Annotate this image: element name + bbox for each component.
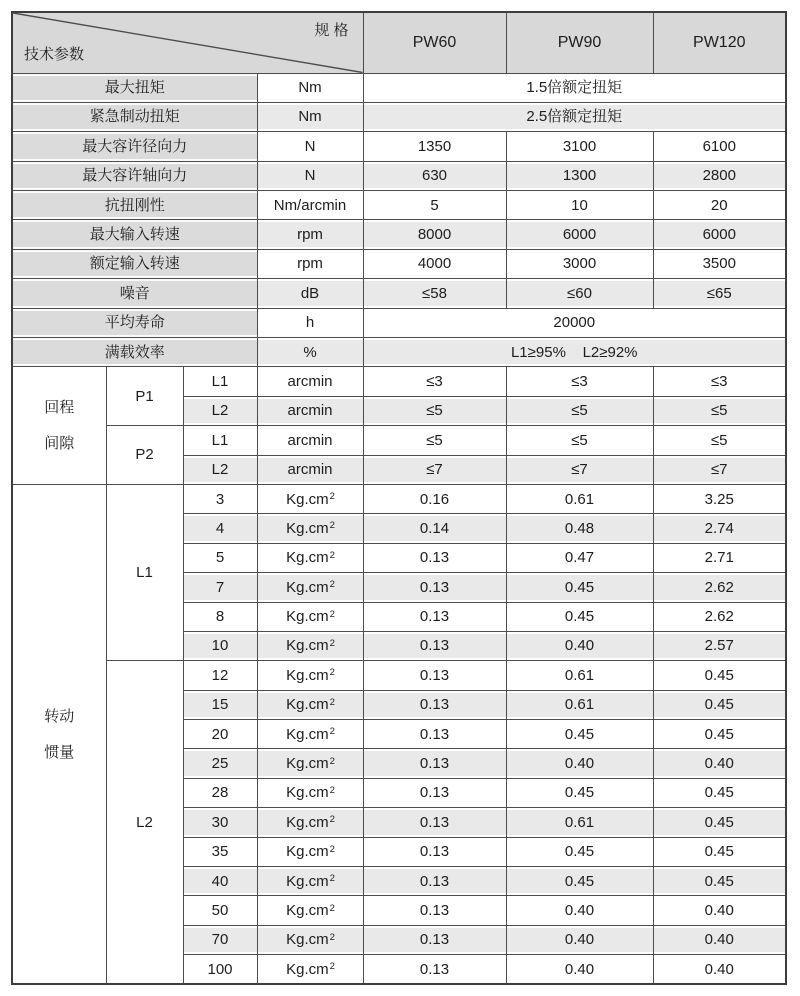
header-col-pw120: PW120 <box>653 12 786 73</box>
value-cell: 2.57 <box>653 631 786 660</box>
value-cell: 0.40 <box>506 896 653 925</box>
value-cell: 0.45 <box>653 661 786 690</box>
value-cell: 0.40 <box>506 925 653 954</box>
value-cell: 6000 <box>653 220 786 249</box>
value-cell: ≤7 <box>363 455 506 484</box>
ratio-cell: 20 <box>183 720 257 749</box>
table-row <box>12 249 786 278</box>
unit-exponent: 2 <box>329 549 335 561</box>
unit-cell <box>257 955 363 984</box>
value-cell: 4000 <box>363 249 506 278</box>
value-cell: 0.13 <box>363 749 506 778</box>
unit-cell: rpm <box>257 220 363 249</box>
unit-exponent: 2 <box>329 726 335 738</box>
ratio-cell: 70 <box>183 925 257 954</box>
unit-text: Kg.cm <box>286 666 329 684</box>
value-cell: 0.13 <box>363 955 506 984</box>
value-cell: ≤7 <box>653 455 786 484</box>
value-cell: 6000 <box>506 220 653 249</box>
table-row <box>12 308 786 337</box>
technical-parameters-table <box>11 11 787 985</box>
value-cell: 0.13 <box>363 925 506 954</box>
table-row <box>12 220 786 249</box>
unit-exponent: 2 <box>329 755 335 767</box>
row-label-max-input-speed: 最大输入转速 <box>12 220 257 249</box>
value-cell: L1≥95% L2≥92% <box>363 338 786 367</box>
value-cell: 0.13 <box>363 896 506 925</box>
inertia-stage-l1: L1 <box>106 484 183 660</box>
table-row <box>12 191 786 220</box>
value-cell: 0.45 <box>653 690 786 719</box>
value-cell: 0.45 <box>506 602 653 631</box>
backlash-class-p1: P1 <box>106 367 183 426</box>
unit-text: Kg.cm <box>286 725 329 743</box>
unit-cell: arcmin <box>257 426 363 455</box>
backlash-group-line1: 回程 <box>44 399 75 417</box>
unit-exponent: 2 <box>329 637 335 649</box>
row-label-full-load-efficiency: 满载效率 <box>12 338 257 367</box>
unit-cell: N <box>257 161 363 190</box>
ratio-cell: 25 <box>183 749 257 778</box>
value-cell: 2.74 <box>653 514 786 543</box>
value-cell: 2.62 <box>653 573 786 602</box>
value-cell: 3000 <box>506 249 653 278</box>
value-cell: 3100 <box>506 132 653 161</box>
ratio-cell: 30 <box>183 808 257 837</box>
value-cell: ≤58 <box>363 279 506 308</box>
table-row <box>12 102 786 131</box>
stage-cell: L2 <box>183 455 257 484</box>
value-cell: 0.45 <box>653 778 786 807</box>
value-cell: 8000 <box>363 220 506 249</box>
value-cell: ≤5 <box>506 426 653 455</box>
unit-cell <box>257 573 363 602</box>
ratio-cell: 15 <box>183 690 257 719</box>
unit-text: Kg.cm <box>286 931 329 949</box>
row-label-noise: 噪音 <box>12 279 257 308</box>
row-label-max-torque: 最大扭矩 <box>12 73 257 102</box>
value-cell: 0.40 <box>506 631 653 660</box>
value-cell: 0.13 <box>363 720 506 749</box>
value-cell: 10 <box>506 191 653 220</box>
unit-cell <box>257 867 363 896</box>
unit-exponent: 2 <box>329 961 335 973</box>
value-cell: 0.14 <box>363 514 506 543</box>
value-cell: 0.13 <box>363 690 506 719</box>
unit-text: Kg.cm <box>286 696 329 714</box>
table-row <box>12 338 786 367</box>
value-cell: 0.45 <box>653 808 786 837</box>
value-cell: 1300 <box>506 161 653 190</box>
unit-text: Kg.cm <box>286 637 329 655</box>
value-cell: ≤5 <box>653 426 786 455</box>
unit-exponent: 2 <box>329 696 335 708</box>
unit-exponent: 2 <box>329 667 335 679</box>
value-cell: 2.62 <box>653 602 786 631</box>
value-cell: 0.45 <box>506 778 653 807</box>
value-cell: 0.45 <box>506 867 653 896</box>
value-cell: 6100 <box>653 132 786 161</box>
unit-cell: rpm <box>257 249 363 278</box>
unit-exponent: 2 <box>329 520 335 532</box>
value-cell: 0.45 <box>506 837 653 866</box>
unit-text: Kg.cm <box>286 960 329 978</box>
value-cell: 0.47 <box>506 543 653 572</box>
unit-exponent: 2 <box>329 902 335 914</box>
unit-cell: arcmin <box>257 455 363 484</box>
value-cell: 0.45 <box>653 867 786 896</box>
ratio-cell: 10 <box>183 631 257 660</box>
value-cell: ≤5 <box>506 396 653 425</box>
table-row <box>12 279 786 308</box>
value-cell: 0.40 <box>653 896 786 925</box>
unit-cell <box>257 925 363 954</box>
unit-cell: arcmin <box>257 396 363 425</box>
unit-cell: % <box>257 338 363 367</box>
header-spec-label: 规 格 <box>314 22 349 39</box>
unit-text: Kg.cm <box>286 784 329 802</box>
value-cell: 0.13 <box>363 837 506 866</box>
header-col-pw90: PW90 <box>506 12 653 73</box>
value-cell: 0.13 <box>363 631 506 660</box>
value-cell: 1350 <box>363 132 506 161</box>
unit-cell <box>257 484 363 513</box>
value-cell: ≤5 <box>363 426 506 455</box>
ratio-cell: 8 <box>183 602 257 631</box>
ratio-cell: 35 <box>183 837 257 866</box>
unit-exponent: 2 <box>329 491 335 503</box>
unit-exponent: 2 <box>329 873 335 885</box>
ratio-cell: 28 <box>183 778 257 807</box>
inertia-group-label <box>12 484 106 984</box>
value-cell: 0.61 <box>506 808 653 837</box>
value-cell: 2.71 <box>653 543 786 572</box>
unit-text: Kg.cm <box>286 843 329 861</box>
value-cell: 0.13 <box>363 602 506 631</box>
value-cell: 1.5倍额定扭矩 <box>363 73 786 102</box>
unit-cell <box>257 631 363 660</box>
value-cell: 0.13 <box>363 867 506 896</box>
value-cell: ≤3 <box>653 367 786 396</box>
unit-cell <box>257 778 363 807</box>
row-label-rated-input-speed: 额定输入转速 <box>12 249 257 278</box>
unit-text: Kg.cm <box>286 578 329 596</box>
value-cell: ≤5 <box>653 396 786 425</box>
value-cell: 2800 <box>653 161 786 190</box>
header-corner-cell <box>12 12 363 73</box>
value-cell: 0.45 <box>653 837 786 866</box>
ratio-cell: 40 <box>183 867 257 896</box>
value-cell: ≤5 <box>363 396 506 425</box>
unit-exponent: 2 <box>329 931 335 943</box>
row-label-torsional-rigidity: 抗扭刚性 <box>12 191 257 220</box>
backlash-group-line2: 间隙 <box>44 435 75 453</box>
unit-text: Kg.cm <box>286 872 329 890</box>
ratio-cell: 3 <box>183 484 257 513</box>
unit-exponent: 2 <box>329 608 335 620</box>
value-cell: 0.61 <box>506 661 653 690</box>
value-cell: 20000 <box>363 308 786 337</box>
value-cell: 20 <box>653 191 786 220</box>
unit-cell: dB <box>257 279 363 308</box>
unit-cell <box>257 690 363 719</box>
backlash-group-label <box>12 367 106 485</box>
value-cell: 0.13 <box>363 573 506 602</box>
unit-text: Kg.cm <box>286 813 329 831</box>
unit-cell <box>257 749 363 778</box>
stage-cell: L1 <box>183 426 257 455</box>
unit-cell: Nm/arcmin <box>257 191 363 220</box>
value-cell: ≤3 <box>363 367 506 396</box>
row-label-max-axial-force: 最大容许轴向力 <box>12 161 257 190</box>
unit-exponent: 2 <box>329 843 335 855</box>
stage-cell: L1 <box>183 367 257 396</box>
value-cell: 0.45 <box>506 720 653 749</box>
value-cell: 0.40 <box>653 955 786 984</box>
value-cell: 0.40 <box>653 749 786 778</box>
value-cell: 0.48 <box>506 514 653 543</box>
value-cell: ≤65 <box>653 279 786 308</box>
unit-cell <box>257 720 363 749</box>
table-row <box>12 484 786 513</box>
value-cell: ≤3 <box>506 367 653 396</box>
unit-text: Kg.cm <box>286 902 329 919</box>
unit-exponent: 2 <box>329 814 335 826</box>
value-cell: 0.40 <box>653 925 786 954</box>
unit-text: Kg.cm <box>286 549 329 567</box>
value-cell: 0.40 <box>506 749 653 778</box>
unit-text: Kg.cm <box>286 490 329 508</box>
value-cell: 0.13 <box>363 661 506 690</box>
row-label-average-life: 平均寿命 <box>12 308 257 337</box>
stage-cell: L2 <box>183 396 257 425</box>
ratio-cell: 7 <box>183 573 257 602</box>
inertia-stage-l2: L2 <box>106 661 183 984</box>
unit-cell: Nm <box>257 73 363 102</box>
backlash-class-p2: P2 <box>106 426 183 485</box>
value-cell: 3.25 <box>653 484 786 513</box>
unit-cell: N <box>257 132 363 161</box>
value-cell: 0.61 <box>506 690 653 719</box>
unit-cell <box>257 808 363 837</box>
diagonal-divider-line <box>13 13 363 73</box>
unit-cell <box>257 514 363 543</box>
unit-cell <box>257 896 363 925</box>
unit-text: Kg.cm <box>286 608 329 626</box>
table-row <box>12 161 786 190</box>
unit-exponent: 2 <box>329 784 335 796</box>
unit-cell <box>257 602 363 631</box>
table-row <box>12 661 786 690</box>
table-row <box>12 426 786 455</box>
unit-text: Kg.cm <box>286 755 329 773</box>
ratio-cell: 12 <box>183 661 257 690</box>
unit-cell <box>257 837 363 866</box>
unit-cell: h <box>257 308 363 337</box>
value-cell: 0.13 <box>363 778 506 807</box>
table-row <box>12 367 786 396</box>
unit-cell <box>257 543 363 572</box>
header-col-pw60: PW60 <box>363 12 506 73</box>
value-cell: ≤60 <box>506 279 653 308</box>
ratio-cell: 5 <box>183 543 257 572</box>
unit-cell <box>257 661 363 690</box>
unit-text: Kg.cm <box>286 519 329 537</box>
inertia-group-line2: 惯量 <box>44 743 75 761</box>
ratio-cell: 100 <box>183 955 257 984</box>
value-cell: ≤7 <box>506 455 653 484</box>
value-cell: 5 <box>363 191 506 220</box>
value-cell: 0.40 <box>506 955 653 984</box>
ratio-cell: 50 <box>183 896 257 925</box>
table-row <box>12 73 786 102</box>
row-label-emergency-brake-torque: 紧急制动扭矩 <box>12 102 257 131</box>
inertia-group-line1: 转动 <box>44 707 75 725</box>
unit-cell: arcmin <box>257 367 363 396</box>
header-param-label: 技术参数 <box>24 46 85 64</box>
value-cell: 0.45 <box>653 720 786 749</box>
value-cell: 0.61 <box>506 484 653 513</box>
value-cell: 0.13 <box>363 808 506 837</box>
value-cell: 0.16 <box>363 484 506 513</box>
value-cell: 2.5倍额定扭矩 <box>363 102 786 131</box>
row-label-max-radial-force: 最大容许径向力 <box>12 132 257 161</box>
value-cell: 0.13 <box>363 543 506 572</box>
value-cell: 0.45 <box>506 573 653 602</box>
value-cell: 3500 <box>653 249 786 278</box>
unit-cell: Nm <box>257 102 363 131</box>
unit-exponent: 2 <box>329 579 335 591</box>
value-cell: 630 <box>363 161 506 190</box>
ratio-cell: 4 <box>183 514 257 543</box>
table-row <box>12 132 786 161</box>
